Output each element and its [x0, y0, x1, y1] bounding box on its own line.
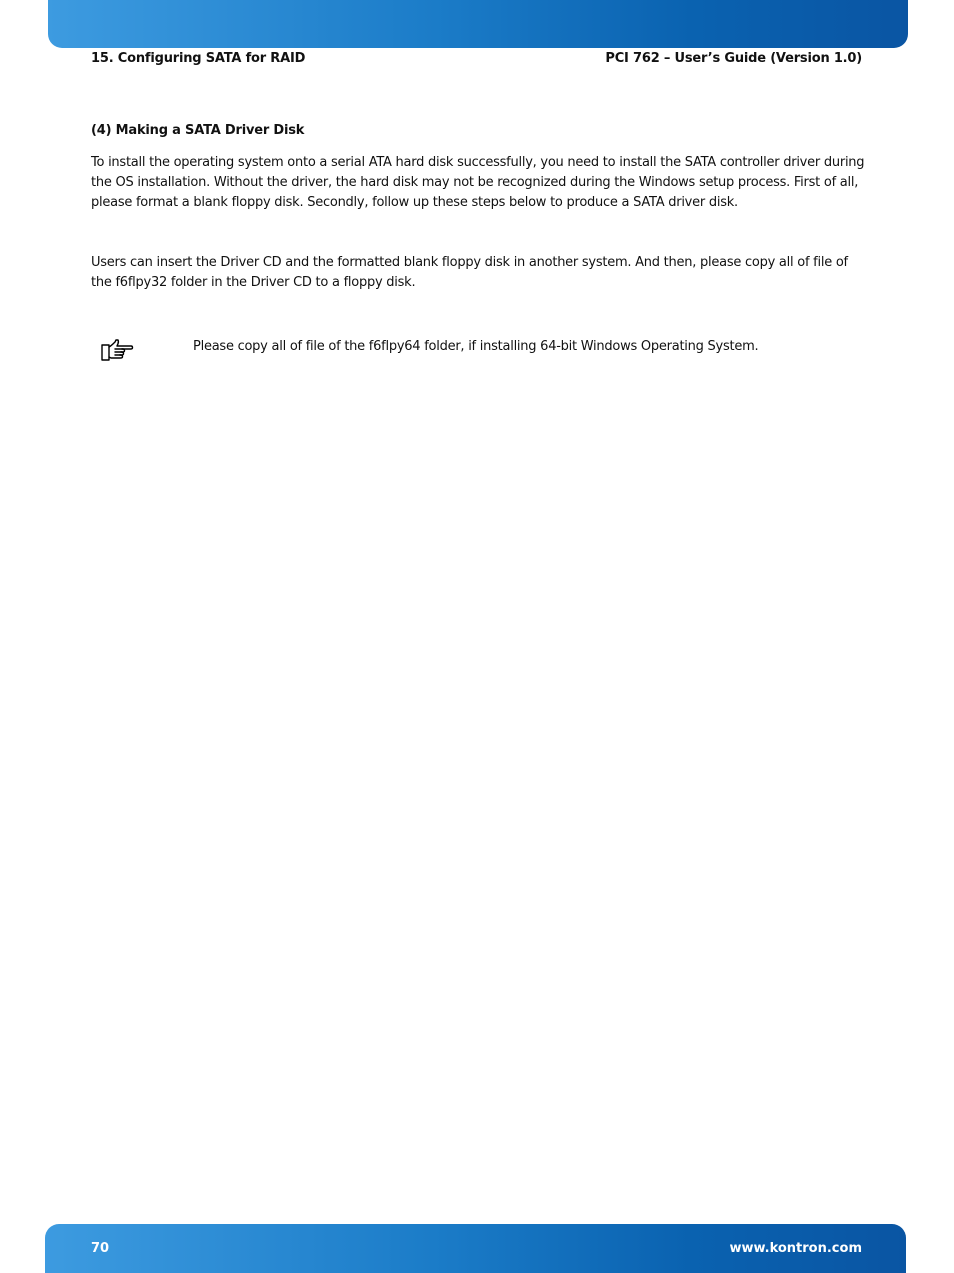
footer-url[interactable]: www.kontron.com [729, 1241, 862, 1256]
body-paragraph: Users can insert the Driver CD and the formatted blank floppy disk in another system. And then, please copy all of file of the f6flpy32 folder in the Driver CD to a floppy disk. [91, 255, 848, 290]
section-heading: (4) Making a SATA Driver Disk [91, 123, 305, 138]
document-title: PCI 762 – User’s Guide (Version 1.0) [605, 51, 862, 66]
header-band [48, 0, 908, 48]
page-number: 70 [91, 1241, 110, 1256]
pointing-hand-icon [100, 336, 136, 364]
body-paragraph: To install the operating system onto a serial ATA hard disk successfully, you need to install the SATA controller driver during the OS installation. Without the driver, the hard disk may not be recognized during the Windows setup process. First of all, please format a blank floppy disk. Secondly, follow up these steps below to produce a SATA driver disk. [91, 155, 865, 210]
chapter-title: 15. Configuring SATA for RAID [91, 51, 306, 66]
note-text: Please copy all of file of the f6flpy64 folder, if installing 64-bit Windows Operating System. [193, 339, 759, 354]
